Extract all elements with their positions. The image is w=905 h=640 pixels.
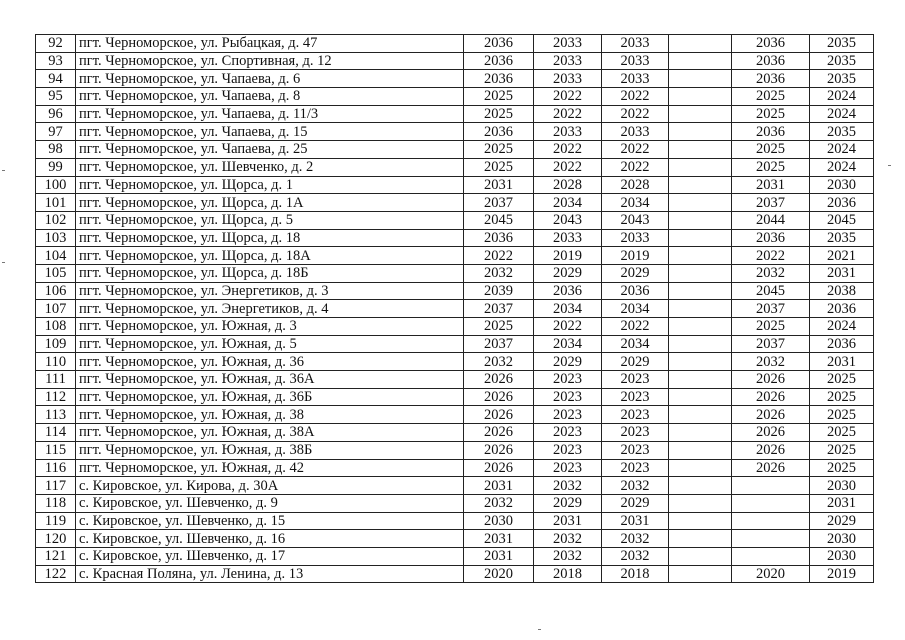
year-col-4-cell bbox=[669, 282, 732, 300]
year-col-6-cell: 2035 bbox=[810, 35, 874, 53]
year-col-4-cell bbox=[669, 565, 732, 583]
year-col-5-cell: 2025 bbox=[732, 105, 810, 123]
year-col-1-cell: 2032 bbox=[464, 353, 534, 371]
year-col-4-cell bbox=[669, 335, 732, 353]
year-col-1-cell: 2031 bbox=[464, 176, 534, 194]
year-col-3-cell: 2033 bbox=[602, 35, 669, 53]
row-number-cell: 110 bbox=[36, 353, 76, 371]
year-col-4-cell bbox=[669, 105, 732, 123]
year-col-1-cell: 2032 bbox=[464, 264, 534, 282]
year-col-1-cell: 2037 bbox=[464, 194, 534, 212]
year-col-3-cell: 2033 bbox=[602, 70, 669, 88]
year-col-5-cell: 2037 bbox=[732, 335, 810, 353]
year-col-2-cell: 2028 bbox=[534, 176, 602, 194]
year-col-2-cell: 2029 bbox=[534, 264, 602, 282]
table-row bbox=[36, 300, 874, 318]
table-row bbox=[36, 141, 874, 159]
year-col-4-cell bbox=[669, 70, 732, 88]
table-row bbox=[36, 565, 874, 583]
address-cell: пгт. Черноморское, ул. Чапаева, д. 25 bbox=[76, 141, 464, 159]
address-cell: пгт. Черноморское, ул. Чапаева, д. 11/3 bbox=[76, 105, 464, 123]
year-col-2-cell: 2032 bbox=[534, 530, 602, 548]
year-col-4-cell bbox=[669, 52, 732, 70]
year-col-3-cell: 2032 bbox=[602, 530, 669, 548]
year-col-2-cell: 2023 bbox=[534, 406, 602, 424]
address-cell: пгт. Черноморское, ул. Щорса, д. 1А bbox=[76, 194, 464, 212]
address-cell: пгт. Черноморское, ул. Шевченко, д. 2 bbox=[76, 158, 464, 176]
year-col-5-cell: 2032 bbox=[732, 264, 810, 282]
table-row bbox=[36, 70, 874, 88]
table-row bbox=[36, 388, 874, 406]
year-col-2-cell: 2034 bbox=[534, 194, 602, 212]
address-cell: с. Кировское, ул. Кирова, д. 30А bbox=[76, 477, 464, 495]
year-col-6-cell: 2031 bbox=[810, 353, 874, 371]
address-cell: пгт. Черноморское, ул. Щорса, д. 5 bbox=[76, 211, 464, 229]
year-col-3-cell: 2029 bbox=[602, 264, 669, 282]
year-col-6-cell: 2036 bbox=[810, 335, 874, 353]
year-col-5-cell: 2025 bbox=[732, 158, 810, 176]
year-col-5-cell: 2032 bbox=[732, 353, 810, 371]
year-col-2-cell: 2023 bbox=[534, 441, 602, 459]
year-col-1-cell: 2045 bbox=[464, 211, 534, 229]
year-col-6-cell: 2025 bbox=[810, 388, 874, 406]
year-col-5-cell: 2036 bbox=[732, 52, 810, 70]
year-col-2-cell: 2031 bbox=[534, 512, 602, 530]
year-col-2-cell: 2033 bbox=[534, 70, 602, 88]
table-row bbox=[36, 424, 874, 442]
year-col-4-cell bbox=[669, 88, 732, 106]
year-col-5-cell: 2044 bbox=[732, 211, 810, 229]
year-col-6-cell: 2035 bbox=[810, 52, 874, 70]
address-cell: пгт. Черноморское, ул. Чапаева, д. 15 bbox=[76, 123, 464, 141]
row-number-cell: 105 bbox=[36, 264, 76, 282]
row-number-cell: 118 bbox=[36, 494, 76, 512]
address-cell: пгт. Черноморское, ул. Щорса, д. 18Б bbox=[76, 264, 464, 282]
year-col-3-cell: 2043 bbox=[602, 211, 669, 229]
table-row bbox=[36, 247, 874, 265]
year-col-6-cell: 2030 bbox=[810, 477, 874, 495]
row-number-cell: 117 bbox=[36, 477, 76, 495]
year-col-2-cell: 2032 bbox=[534, 547, 602, 565]
year-col-3-cell: 2031 bbox=[602, 512, 669, 530]
address-cell: с. Кировское, ул. Шевченко, д. 16 bbox=[76, 530, 464, 548]
address-cell: с. Красная Поляна, ул. Ленина, д. 13 bbox=[76, 565, 464, 583]
address-cell: пгт. Черноморское, ул. Южная, д. 5 bbox=[76, 335, 464, 353]
address-cell: пгт. Черноморское, ул. Южная, д. 36А bbox=[76, 371, 464, 389]
address-cell: с. Кировское, ул. Шевченко, д. 15 bbox=[76, 512, 464, 530]
year-col-2-cell: 2022 bbox=[534, 105, 602, 123]
year-col-1-cell: 2026 bbox=[464, 459, 534, 477]
year-col-4-cell bbox=[669, 194, 732, 212]
row-number-cell: 114 bbox=[36, 424, 76, 442]
table-row bbox=[36, 512, 874, 530]
table-row bbox=[36, 194, 874, 212]
year-col-6-cell: 2025 bbox=[810, 371, 874, 389]
year-col-3-cell: 2023 bbox=[602, 406, 669, 424]
year-col-2-cell: 2022 bbox=[534, 318, 602, 336]
address-cell: пгт. Черноморское, ул. Южная, д. 36 bbox=[76, 353, 464, 371]
year-col-3-cell: 2034 bbox=[602, 194, 669, 212]
table-row bbox=[36, 229, 874, 247]
row-number-cell: 103 bbox=[36, 229, 76, 247]
year-col-5-cell: 2036 bbox=[732, 123, 810, 141]
row-number-cell: 109 bbox=[36, 335, 76, 353]
year-col-5-cell: 2025 bbox=[732, 141, 810, 159]
year-col-6-cell: 2021 bbox=[810, 247, 874, 265]
year-col-1-cell: 2026 bbox=[464, 441, 534, 459]
table-body bbox=[36, 35, 874, 583]
table-row bbox=[36, 406, 874, 424]
year-col-6-cell: 2035 bbox=[810, 70, 874, 88]
address-cell: пгт. Черноморское, ул. Чапаева, д. 6 bbox=[76, 70, 464, 88]
row-number-cell: 101 bbox=[36, 194, 76, 212]
row-number-cell: 106 bbox=[36, 282, 76, 300]
year-col-6-cell: 2036 bbox=[810, 300, 874, 318]
year-col-2-cell: 2023 bbox=[534, 424, 602, 442]
year-col-4-cell bbox=[669, 176, 732, 194]
year-col-5-cell: 2025 bbox=[732, 318, 810, 336]
year-col-6-cell: 2024 bbox=[810, 141, 874, 159]
year-col-3-cell: 2032 bbox=[602, 477, 669, 495]
year-col-2-cell: 2033 bbox=[534, 229, 602, 247]
year-col-4-cell bbox=[669, 371, 732, 389]
year-col-5-cell: 2025 bbox=[732, 88, 810, 106]
year-col-3-cell: 2033 bbox=[602, 52, 669, 70]
year-col-2-cell: 2033 bbox=[534, 123, 602, 141]
year-col-4-cell bbox=[669, 406, 732, 424]
year-col-5-cell: 2022 bbox=[732, 247, 810, 265]
year-col-4-cell bbox=[669, 123, 732, 141]
address-cell: пгт. Черноморское, ул. Южная, д. 36Б bbox=[76, 388, 464, 406]
year-col-1-cell: 2031 bbox=[464, 477, 534, 495]
address-cell: пгт. Черноморское, ул. Южная, д. 38Б bbox=[76, 441, 464, 459]
year-col-3-cell: 2033 bbox=[602, 123, 669, 141]
year-col-6-cell: 2025 bbox=[810, 459, 874, 477]
year-col-3-cell: 2034 bbox=[602, 335, 669, 353]
year-col-5-cell bbox=[732, 477, 810, 495]
year-col-3-cell: 2022 bbox=[602, 318, 669, 336]
table-row bbox=[36, 353, 874, 371]
year-col-1-cell: 2025 bbox=[464, 105, 534, 123]
year-col-6-cell: 2024 bbox=[810, 88, 874, 106]
row-number-cell: 112 bbox=[36, 388, 76, 406]
year-col-3-cell: 2029 bbox=[602, 494, 669, 512]
year-col-1-cell: 2025 bbox=[464, 158, 534, 176]
scan-speck bbox=[538, 629, 541, 630]
year-col-1-cell: 2025 bbox=[464, 141, 534, 159]
year-col-1-cell: 2022 bbox=[464, 247, 534, 265]
year-col-4-cell bbox=[669, 353, 732, 371]
table-row bbox=[36, 52, 874, 70]
address-cell: пгт. Черноморское, ул. Энергетиков, д. 4 bbox=[76, 300, 464, 318]
row-number-cell: 108 bbox=[36, 318, 76, 336]
year-col-1-cell: 2025 bbox=[464, 318, 534, 336]
year-col-6-cell: 2029 bbox=[810, 512, 874, 530]
year-col-5-cell: 2037 bbox=[732, 194, 810, 212]
year-col-3-cell: 2023 bbox=[602, 388, 669, 406]
year-col-3-cell: 2023 bbox=[602, 441, 669, 459]
table-row bbox=[36, 530, 874, 548]
row-number-cell: 122 bbox=[36, 565, 76, 583]
row-number-cell: 107 bbox=[36, 300, 76, 318]
row-number-cell: 120 bbox=[36, 530, 76, 548]
address-cell: пгт. Черноморское, ул. Щорса, д. 18 bbox=[76, 229, 464, 247]
year-col-1-cell: 2032 bbox=[464, 494, 534, 512]
row-number-cell: 100 bbox=[36, 176, 76, 194]
year-col-5-cell: 2026 bbox=[732, 441, 810, 459]
table-row bbox=[36, 282, 874, 300]
row-number-cell: 93 bbox=[36, 52, 76, 70]
year-col-2-cell: 2033 bbox=[534, 52, 602, 70]
year-col-5-cell: 2045 bbox=[732, 282, 810, 300]
year-col-3-cell: 2033 bbox=[602, 229, 669, 247]
row-number-cell: 115 bbox=[36, 441, 76, 459]
year-col-4-cell bbox=[669, 547, 732, 565]
table-row bbox=[36, 158, 874, 176]
year-col-6-cell: 2030 bbox=[810, 176, 874, 194]
address-cell: пгт. Черноморское, ул. Щорса, д. 1 bbox=[76, 176, 464, 194]
row-number-cell: 119 bbox=[36, 512, 76, 530]
year-col-6-cell: 2045 bbox=[810, 211, 874, 229]
row-number-cell: 121 bbox=[36, 547, 76, 565]
year-col-3-cell: 2022 bbox=[602, 158, 669, 176]
year-col-2-cell: 2022 bbox=[534, 88, 602, 106]
table-row bbox=[36, 123, 874, 141]
year-col-2-cell: 2034 bbox=[534, 300, 602, 318]
year-col-6-cell: 2030 bbox=[810, 530, 874, 548]
year-col-3-cell: 2028 bbox=[602, 176, 669, 194]
year-col-5-cell: 2036 bbox=[732, 35, 810, 53]
year-col-3-cell: 2029 bbox=[602, 353, 669, 371]
year-col-5-cell: 2020 bbox=[732, 565, 810, 583]
year-col-4-cell bbox=[669, 264, 732, 282]
year-col-4-cell bbox=[669, 247, 732, 265]
year-col-3-cell: 2022 bbox=[602, 105, 669, 123]
year-col-1-cell: 2031 bbox=[464, 547, 534, 565]
year-col-3-cell: 2023 bbox=[602, 424, 669, 442]
year-col-2-cell: 2036 bbox=[534, 282, 602, 300]
year-col-2-cell: 2029 bbox=[534, 353, 602, 371]
row-number-cell: 111 bbox=[36, 371, 76, 389]
year-col-1-cell: 2036 bbox=[464, 70, 534, 88]
address-cell: пгт. Черноморское, ул. Южная, д. 38 bbox=[76, 406, 464, 424]
year-col-1-cell: 2026 bbox=[464, 424, 534, 442]
year-col-5-cell: 2026 bbox=[732, 371, 810, 389]
address-cell: с. Кировское, ул. Шевченко, д. 9 bbox=[76, 494, 464, 512]
year-col-4-cell bbox=[669, 477, 732, 495]
year-col-4-cell bbox=[669, 512, 732, 530]
year-col-3-cell: 2023 bbox=[602, 459, 669, 477]
year-col-1-cell: 2026 bbox=[464, 371, 534, 389]
year-col-3-cell: 2022 bbox=[602, 141, 669, 159]
address-cell: пгт. Черноморское, ул. Спортивная, д. 12 bbox=[76, 52, 464, 70]
year-col-4-cell bbox=[669, 158, 732, 176]
year-col-6-cell: 2024 bbox=[810, 105, 874, 123]
year-col-6-cell: 2025 bbox=[810, 424, 874, 442]
year-col-5-cell bbox=[732, 494, 810, 512]
address-cell: пгт. Черноморское, ул. Энергетиков, д. 3 bbox=[76, 282, 464, 300]
year-col-4-cell bbox=[669, 530, 732, 548]
table-row bbox=[36, 318, 874, 336]
year-col-1-cell: 2025 bbox=[464, 88, 534, 106]
table-row bbox=[36, 371, 874, 389]
year-col-6-cell: 2036 bbox=[810, 194, 874, 212]
row-number-cell: 98 bbox=[36, 141, 76, 159]
table-row bbox=[36, 441, 874, 459]
row-number-cell: 102 bbox=[36, 211, 76, 229]
table-row bbox=[36, 35, 874, 53]
year-col-1-cell: 2039 bbox=[464, 282, 534, 300]
year-col-1-cell: 2036 bbox=[464, 123, 534, 141]
year-col-5-cell: 2031 bbox=[732, 176, 810, 194]
address-cell: пгт. Черноморское, ул. Южная, д. 38А bbox=[76, 424, 464, 442]
table-row bbox=[36, 494, 874, 512]
year-col-4-cell bbox=[669, 141, 732, 159]
year-col-5-cell: 2036 bbox=[732, 229, 810, 247]
year-col-3-cell: 2036 bbox=[602, 282, 669, 300]
table-row bbox=[36, 477, 874, 495]
address-cell: пгт. Черноморское, ул. Рыбацкая, д. 47 bbox=[76, 35, 464, 53]
year-col-1-cell: 2026 bbox=[464, 406, 534, 424]
year-col-5-cell: 2026 bbox=[732, 424, 810, 442]
year-col-1-cell: 2036 bbox=[464, 229, 534, 247]
year-col-2-cell: 2022 bbox=[534, 158, 602, 176]
year-col-4-cell bbox=[669, 300, 732, 318]
year-col-1-cell: 2037 bbox=[464, 335, 534, 353]
year-col-3-cell: 2032 bbox=[602, 547, 669, 565]
year-col-1-cell: 2031 bbox=[464, 530, 534, 548]
year-col-1-cell: 2037 bbox=[464, 300, 534, 318]
year-col-6-cell: 2025 bbox=[810, 406, 874, 424]
year-col-5-cell bbox=[732, 547, 810, 565]
year-col-4-cell bbox=[669, 388, 732, 406]
scan-speck bbox=[2, 262, 5, 263]
address-cell: пгт. Черноморское, ул. Чапаева, д. 8 bbox=[76, 88, 464, 106]
year-col-1-cell: 2036 bbox=[464, 52, 534, 70]
year-col-6-cell: 2024 bbox=[810, 158, 874, 176]
row-number-cell: 116 bbox=[36, 459, 76, 477]
year-col-1-cell: 2026 bbox=[464, 388, 534, 406]
year-col-2-cell: 2019 bbox=[534, 247, 602, 265]
year-col-4-cell bbox=[669, 35, 732, 53]
year-col-2-cell: 2023 bbox=[534, 459, 602, 477]
row-number-cell: 97 bbox=[36, 123, 76, 141]
year-col-2-cell: 2022 bbox=[534, 141, 602, 159]
table-row bbox=[36, 335, 874, 353]
address-cell: пгт. Черноморское, ул. Южная, д. 3 bbox=[76, 318, 464, 336]
row-number-cell: 113 bbox=[36, 406, 76, 424]
year-col-4-cell bbox=[669, 318, 732, 336]
year-col-4-cell bbox=[669, 229, 732, 247]
year-col-5-cell: 2026 bbox=[732, 388, 810, 406]
table-row bbox=[36, 264, 874, 282]
table-row bbox=[36, 88, 874, 106]
year-col-2-cell: 2029 bbox=[534, 494, 602, 512]
year-col-3-cell: 2018 bbox=[602, 565, 669, 583]
table-row bbox=[36, 547, 874, 565]
year-col-6-cell: 2031 bbox=[810, 264, 874, 282]
row-number-cell: 95 bbox=[36, 88, 76, 106]
year-col-2-cell: 2034 bbox=[534, 335, 602, 353]
year-col-6-cell: 2038 bbox=[810, 282, 874, 300]
year-col-6-cell: 2035 bbox=[810, 229, 874, 247]
year-col-5-cell: 2026 bbox=[732, 459, 810, 477]
year-col-6-cell: 2031 bbox=[810, 494, 874, 512]
year-col-2-cell: 2033 bbox=[534, 35, 602, 53]
address-cell: пгт. Черноморское, ул. Южная, д. 42 bbox=[76, 459, 464, 477]
scan-speck bbox=[2, 170, 5, 171]
year-col-5-cell: 2036 bbox=[732, 70, 810, 88]
year-col-5-cell bbox=[732, 512, 810, 530]
row-number-cell: 92 bbox=[36, 35, 76, 53]
year-col-4-cell bbox=[669, 441, 732, 459]
year-col-2-cell: 2032 bbox=[534, 477, 602, 495]
table-row bbox=[36, 105, 874, 123]
year-col-6-cell: 2035 bbox=[810, 123, 874, 141]
row-number-cell: 104 bbox=[36, 247, 76, 265]
year-col-6-cell: 2019 bbox=[810, 565, 874, 583]
year-col-2-cell: 2043 bbox=[534, 211, 602, 229]
year-col-1-cell: 2020 bbox=[464, 565, 534, 583]
year-col-5-cell bbox=[732, 530, 810, 548]
year-col-4-cell bbox=[669, 459, 732, 477]
year-col-3-cell: 2034 bbox=[602, 300, 669, 318]
year-col-4-cell bbox=[669, 494, 732, 512]
row-number-cell: 99 bbox=[36, 158, 76, 176]
row-number-cell: 96 bbox=[36, 105, 76, 123]
year-col-2-cell: 2023 bbox=[534, 371, 602, 389]
table-row bbox=[36, 176, 874, 194]
address-cell: пгт. Черноморское, ул. Щорса, д. 18А bbox=[76, 247, 464, 265]
year-col-6-cell: 2030 bbox=[810, 547, 874, 565]
year-col-3-cell: 2019 bbox=[602, 247, 669, 265]
year-col-1-cell: 2030 bbox=[464, 512, 534, 530]
year-col-5-cell: 2026 bbox=[732, 406, 810, 424]
year-col-2-cell: 2023 bbox=[534, 388, 602, 406]
year-col-6-cell: 2025 bbox=[810, 441, 874, 459]
address-cell: с. Кировское, ул. Шевченко, д. 17 bbox=[76, 547, 464, 565]
year-col-3-cell: 2022 bbox=[602, 88, 669, 106]
housing-schedule-table bbox=[35, 34, 874, 583]
year-col-6-cell: 2024 bbox=[810, 318, 874, 336]
year-col-4-cell bbox=[669, 424, 732, 442]
scan-speck bbox=[888, 165, 891, 166]
year-col-1-cell: 2036 bbox=[464, 35, 534, 53]
year-col-2-cell: 2018 bbox=[534, 565, 602, 583]
year-col-5-cell: 2037 bbox=[732, 300, 810, 318]
row-number-cell: 94 bbox=[36, 70, 76, 88]
table-row bbox=[36, 459, 874, 477]
year-col-4-cell bbox=[669, 211, 732, 229]
table-row bbox=[36, 211, 874, 229]
year-col-3-cell: 2023 bbox=[602, 371, 669, 389]
